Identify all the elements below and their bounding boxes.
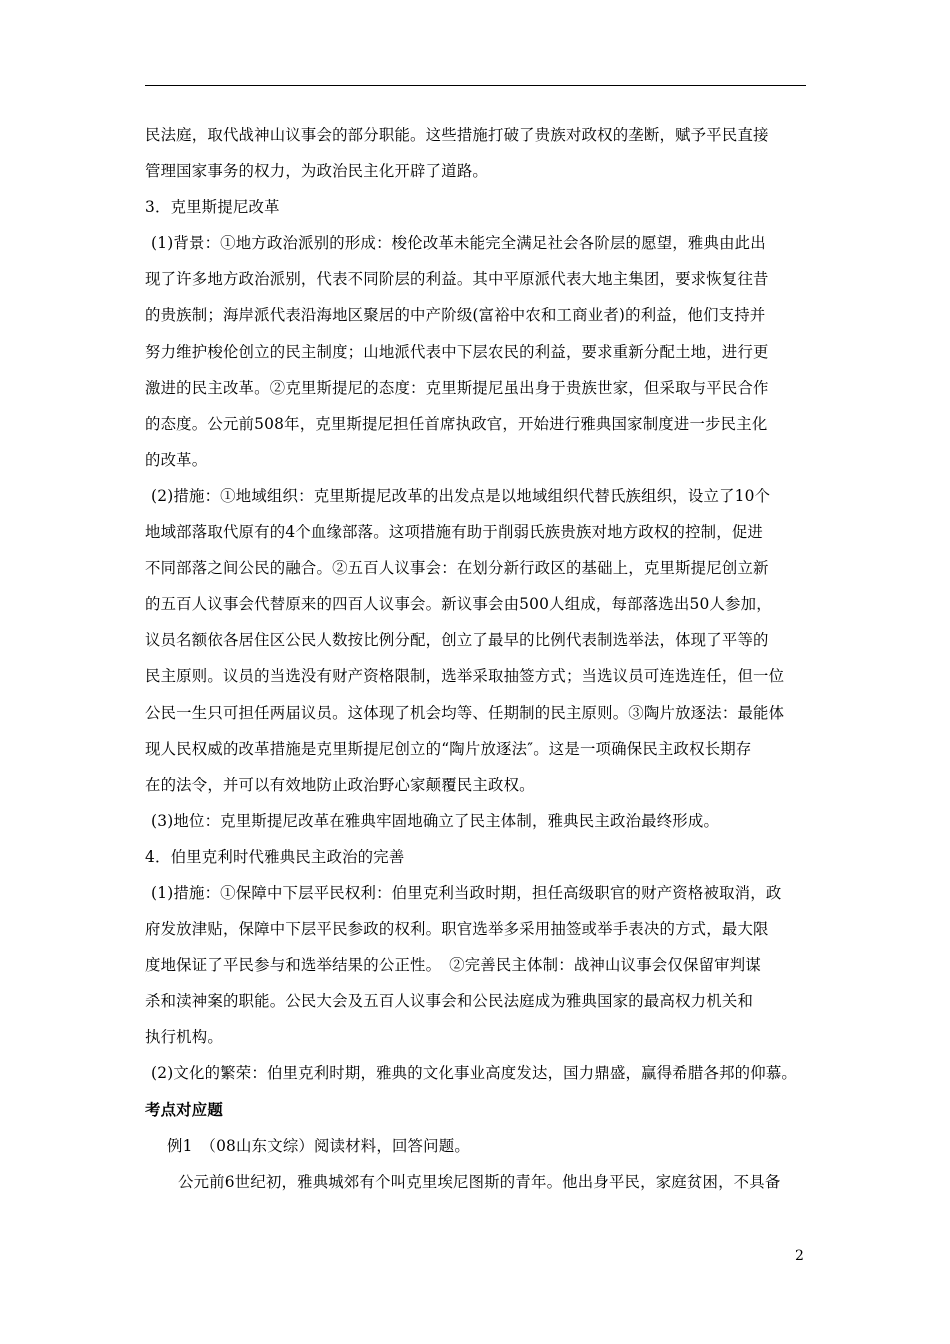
bold-heading: 考点对应题 <box>145 1100 223 1119</box>
paragraph-line: 管理国家事务的权力，为政治民主化开辟了道路。 <box>145 162 488 181</box>
paragraph-line: (2)措施：①地域组织：克里斯提尼改革的出发点是以地域组织代替氏族组织，设立了10个 <box>151 486 771 505</box>
paragraph-line: 现了许多地方政治派别，代表不同阶层的利益。其中平原派代表大地主集团，要求恢复往昔 <box>145 270 769 289</box>
page-number: 2 <box>795 1248 804 1264</box>
paragraph-line: 的贵族制；海岸派代表沿海地区聚居的中产阶级(富裕中农和工商业者)的利益，他们支持并 <box>145 306 766 325</box>
paragraph-line: 的改革。 <box>145 450 208 469</box>
paragraph-line: 议员名额依各居住区公民人数按比例分配，创立了最早的比例代表制选举法，体现了平等的 <box>145 631 769 650</box>
paragraph-line: 民法庭，取代战神山议事会的部分职能。这些措施打破了贵族对政权的垄断，赋予平民直接 <box>145 126 769 144</box>
paragraph-line: 执行机构。 <box>145 1028 223 1047</box>
paragraph-line: 度地保证了平民参与和选举结果的公正性。 ②完善民主体制：战神山议事会仅保留审判谋 <box>145 956 761 975</box>
example-line: 例1 （08山东文综）阅读材料，回答问题。 <box>167 1136 470 1155</box>
paragraph-line: (3)地位：克里斯提尼改革在雅典牢固地确立了民主体制，雅典民主政治最终形成。 <box>151 811 720 830</box>
paragraph-line: 公元前6世纪初，雅典城郊有个叫克里埃尼图斯的青年。他出身平民，家庭贫困，不具备 <box>178 1172 781 1191</box>
paragraph-line: (2)文化的繁荣：伯里克利时期，雅典的文化事业高度发达，国力鼎盛，赢得希腊各邦的仰慕。 <box>151 1064 798 1083</box>
paragraph-line: (1)措施：①保障中下层平民权利：伯里克利当政时期，担任高级职官的财产资格被取消，政 <box>151 883 782 902</box>
section-heading: 4．伯里克利时代雅典民主政治的完善 <box>145 847 405 866</box>
section-heading: 3．克里斯提尼改革 <box>145 198 280 217</box>
paragraph-line: 现人民权威的改革措施是克里斯提尼创立的“陶片放逐法″。这是一项确保民主政权长期存 <box>145 739 752 758</box>
paragraph-line: 公民一生只可担任两届议员。这体现了机会均等、任期制的民主原则。③陶片放逐法：最能体 <box>145 703 785 722</box>
paragraph-line: 的态度。公元前508年，克里斯提尼担任首席执政官，开始进行雅典国家制度进一步民主化 <box>145 414 768 433</box>
paragraph-line: 地域部落取代原有的4个血缘部落。这项措施有助于削弱氏族贵族对地方政权的控制，促进 <box>145 523 764 542</box>
paragraph-line: 在的法令，并可以有效地防止政治野心家颠覆民主政权。 <box>145 775 535 794</box>
paragraph-line: 努力维护梭伦创立的民主制度；山地派代表中下层农民的利益，要求重新分配土地，进行更 <box>145 342 769 361</box>
paragraph-line: 民主原则。议员的当选没有财产资格限制，选举采取抽签方式；当选议员可连选连任，但一位 <box>145 667 785 686</box>
paragraph-line: (1)背景：①地方政治派别的形成：梭伦改革未能完全满足社会各阶层的愿望，雅典由此出 <box>151 234 766 253</box>
header-rule <box>145 85 806 86</box>
paragraph-line: 不同部落之间公民的融合。②五百人议事会：在划分新行政区的基础上，克里斯提尼创立新 <box>145 559 769 578</box>
paragraph-line: 杀和渎神案的职能。公民大会及五百人议事会和公民法庭成为雅典国家的最高权力机关和 <box>145 992 754 1011</box>
paragraph-line: 的五百人议事会代替原来的四百人议事会。新议事会由500人组成，每部落选出50人参加， <box>145 595 772 614</box>
paragraph-line: 激进的民主改革。②克里斯提尼的态度：克里斯提尼虽出身于贵族世家，但采取与平民合作 <box>145 378 769 397</box>
document-body <box>145 117 810 1200</box>
paragraph-line: 府发放津贴，保障中下层平民参政的权利。职官选举多采用抽签或举手表决的方式，最大限 <box>145 920 769 939</box>
